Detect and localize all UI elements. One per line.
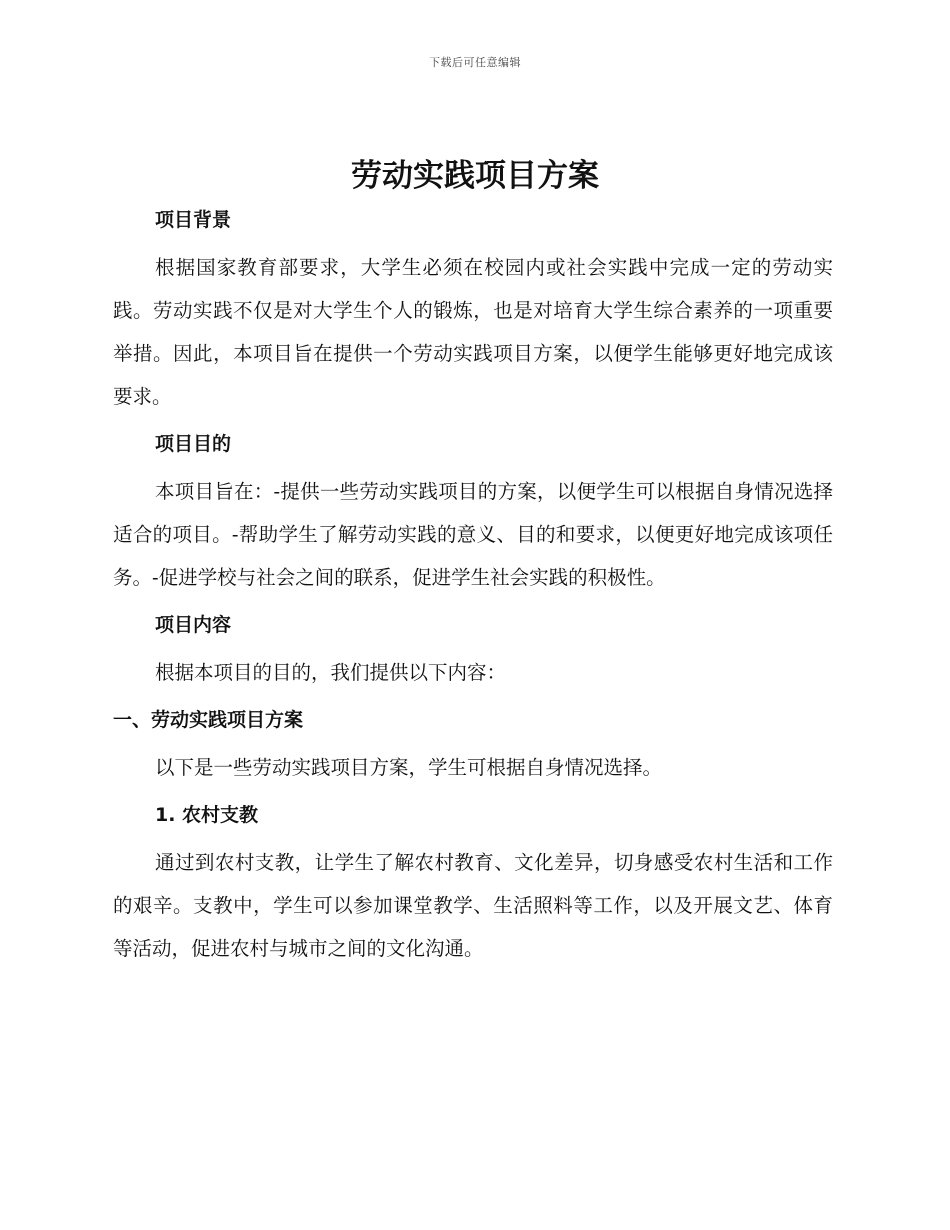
section-heading-plan: 一、劳动实践项目方案 xyxy=(113,709,304,731)
page-title: 劳动实践项目方案 xyxy=(351,158,599,194)
section-heading-content: 项目内容 xyxy=(155,614,232,636)
paragraph-background: 根据国家教育部要求，大学生必须在校园内或社会实践中完成一定的劳动实践。劳动实践不仅是对大学生个人的锻炼，也是对培育大学生综合素养的一项重要举措。因此，本项目旨在提供一个劳动实践项目方案，以便学生能够更好地完成该要求。 xyxy=(113,256,833,408)
document-body xyxy=(113,200,833,970)
section-heading-purpose: 项目目的 xyxy=(155,433,232,455)
paragraph-item1: 通过到农村支教，让学生了解农村教育、文化差异，切身感受农村生活和工作的艰辛。支教中，学生可以参加课堂教学、生活照料等工作，以及开展文艺、体育等活动，促进农村与城市之间的文化沟通。 xyxy=(113,851,833,960)
section-heading-background: 项目背景 xyxy=(155,209,232,231)
paragraph-content-intro: 根据本项目的目的，我们提供以下内容： xyxy=(155,661,507,684)
header-note: 下载后可任意编辑 xyxy=(429,56,521,69)
section-heading-item1: 1. 农村支教 xyxy=(155,804,259,826)
paragraph-purpose: 本项目旨在：-提供一些劳动实践项目的方案，以便学生可以根据自身情况选择适合的项目。-帮助学生了解劳动实践的意义、目的和要求，以便更好地完成该项任务。-促进学校与社会之间的联系，促进学生社会实践的积极性。 xyxy=(113,480,833,589)
paragraph-plan-intro: 以下是一些劳动实践项目方案，学生可根据自身情况选择。 xyxy=(155,756,663,779)
